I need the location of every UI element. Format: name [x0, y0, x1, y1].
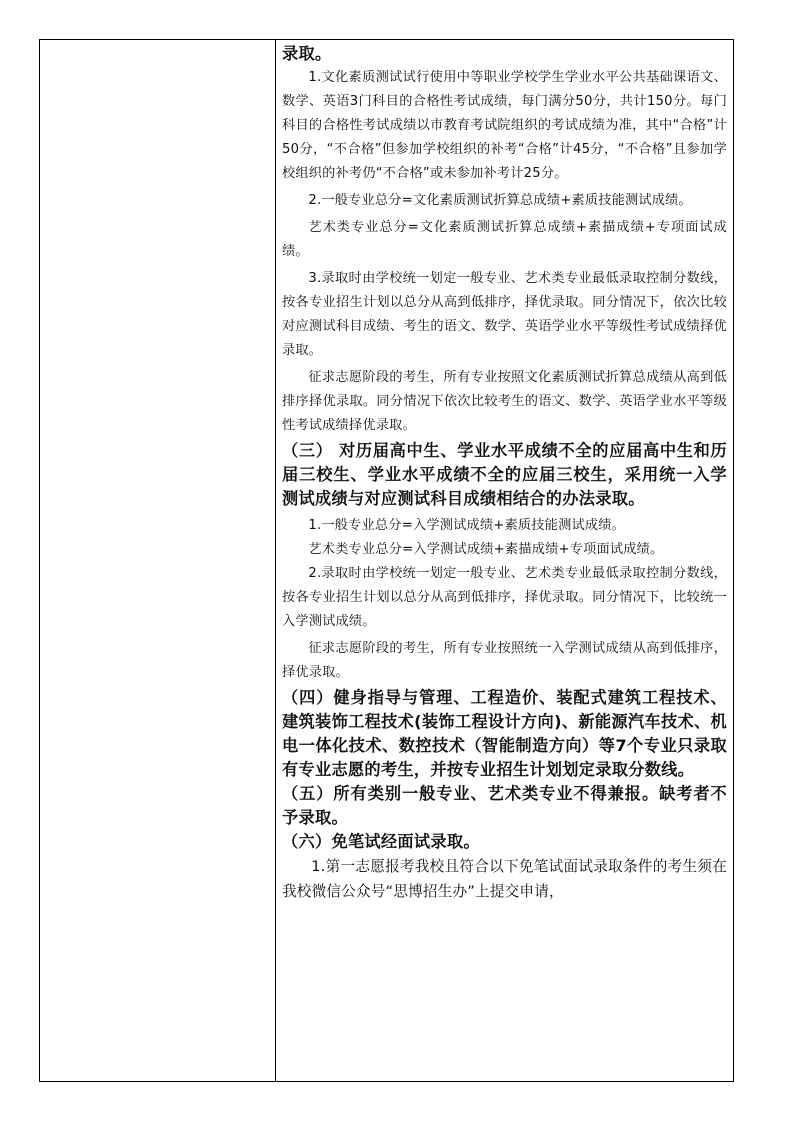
paragraph-solicit-stage-2: 征求志愿阶段的考生，所有专业按照统一入学测试成绩从高到低排序，择优录取。	[282, 641, 727, 680]
paragraph-solicit-stage: 征求志愿阶段的考生，所有专业按照文化素质测试折算总成绩从高到低排序择优录取。同分情况下依次比较考生的语文、数学、英语学业水平等级性考试成绩择优录取。	[282, 370, 727, 433]
paragraph-exempt-application: 1.第一志愿报考我校且符合以下免笔试面试录取条件的考生须在我校微信公众号“思博招生办”上提交申请，	[282, 858, 727, 900]
table-left-cell	[40, 40, 276, 1081]
paragraph-art-total-2: 艺术类专业总分=入学测试成绩+素描成绩+专项面试成绩。	[308, 542, 664, 557]
heading-section-3: （三） 对历届高中生、学业水平成绩不全的应届高中生和历届三校生、学业水平成绩不全的应届三校生，采用统一入学测试成绩与对应测试科目成绩相结合的办法录取。	[282, 441, 727, 508]
table-right-cell	[276, 40, 733, 1081]
heading-section-4: （四）健身指导与管理、工程造价、装配式建筑工程技术、建筑装饰工程技术(装饰工程设计方向)、新能源汽车技术、机电一体化技术、数控技术（智能制造方向）等7个专业只录取有专业志愿的考生，并按专业招生计划划定录取分数线。	[282, 688, 727, 779]
heading-section-5: （五）所有类别一般专业、艺术类专业不得兼报。缺考者不予录取。	[282, 784, 727, 827]
paragraph-admission-rule-2: 2.录取时由学校统一划定一般专业、艺术类专业最低录取控制分数线，按各专业招生计划以总分从高到低排序，择优录取。同分情况下，比较统一入学测试成绩。	[282, 566, 727, 629]
paragraph-art-total: 艺术类专业总分=文化素质测试折算总成绩+素描成绩+专项面试成绩。	[282, 220, 727, 259]
document-table	[39, 39, 734, 1082]
paragraph-culture-test: 1.文化素质测试试行使用中等职业学校学生学业水平公共基础课语文、数学、英语3门科目的合格性考试成绩，每门满分50分，共计150分。每门科目的合格性考试成绩以市教育考试院组织的考试成绩为准，其中“合格”计50分，“不合格”但参加学校组织的补考“合格”计45分，“不合格”且参加学校组织的补考仍“不合格”或未参加补考计25分。	[282, 70, 727, 181]
paragraph-admission-rule: 3.录取时由学校统一划定一般专业、艺术类专业最低录取控制分数线，按各专业招生计划以总分从高到低排序，择优录取。同分情况下，依次比较对应测试科目成绩、考生的语文、数学、英语学业水平等级性考试成绩择优录取。	[282, 271, 727, 358]
paragraph-general-total-2: 1.一般专业总分=入学测试成绩+素质技能测试成绩。	[308, 518, 626, 533]
section-continuation: 录取。	[282, 44, 332, 63]
heading-section-6: （六）免笔试经面试录取。	[282, 832, 480, 851]
paragraph-general-total: 2.一般专业总分=文化素质测试折算总成绩+素质技能测试成绩。	[308, 193, 692, 208]
